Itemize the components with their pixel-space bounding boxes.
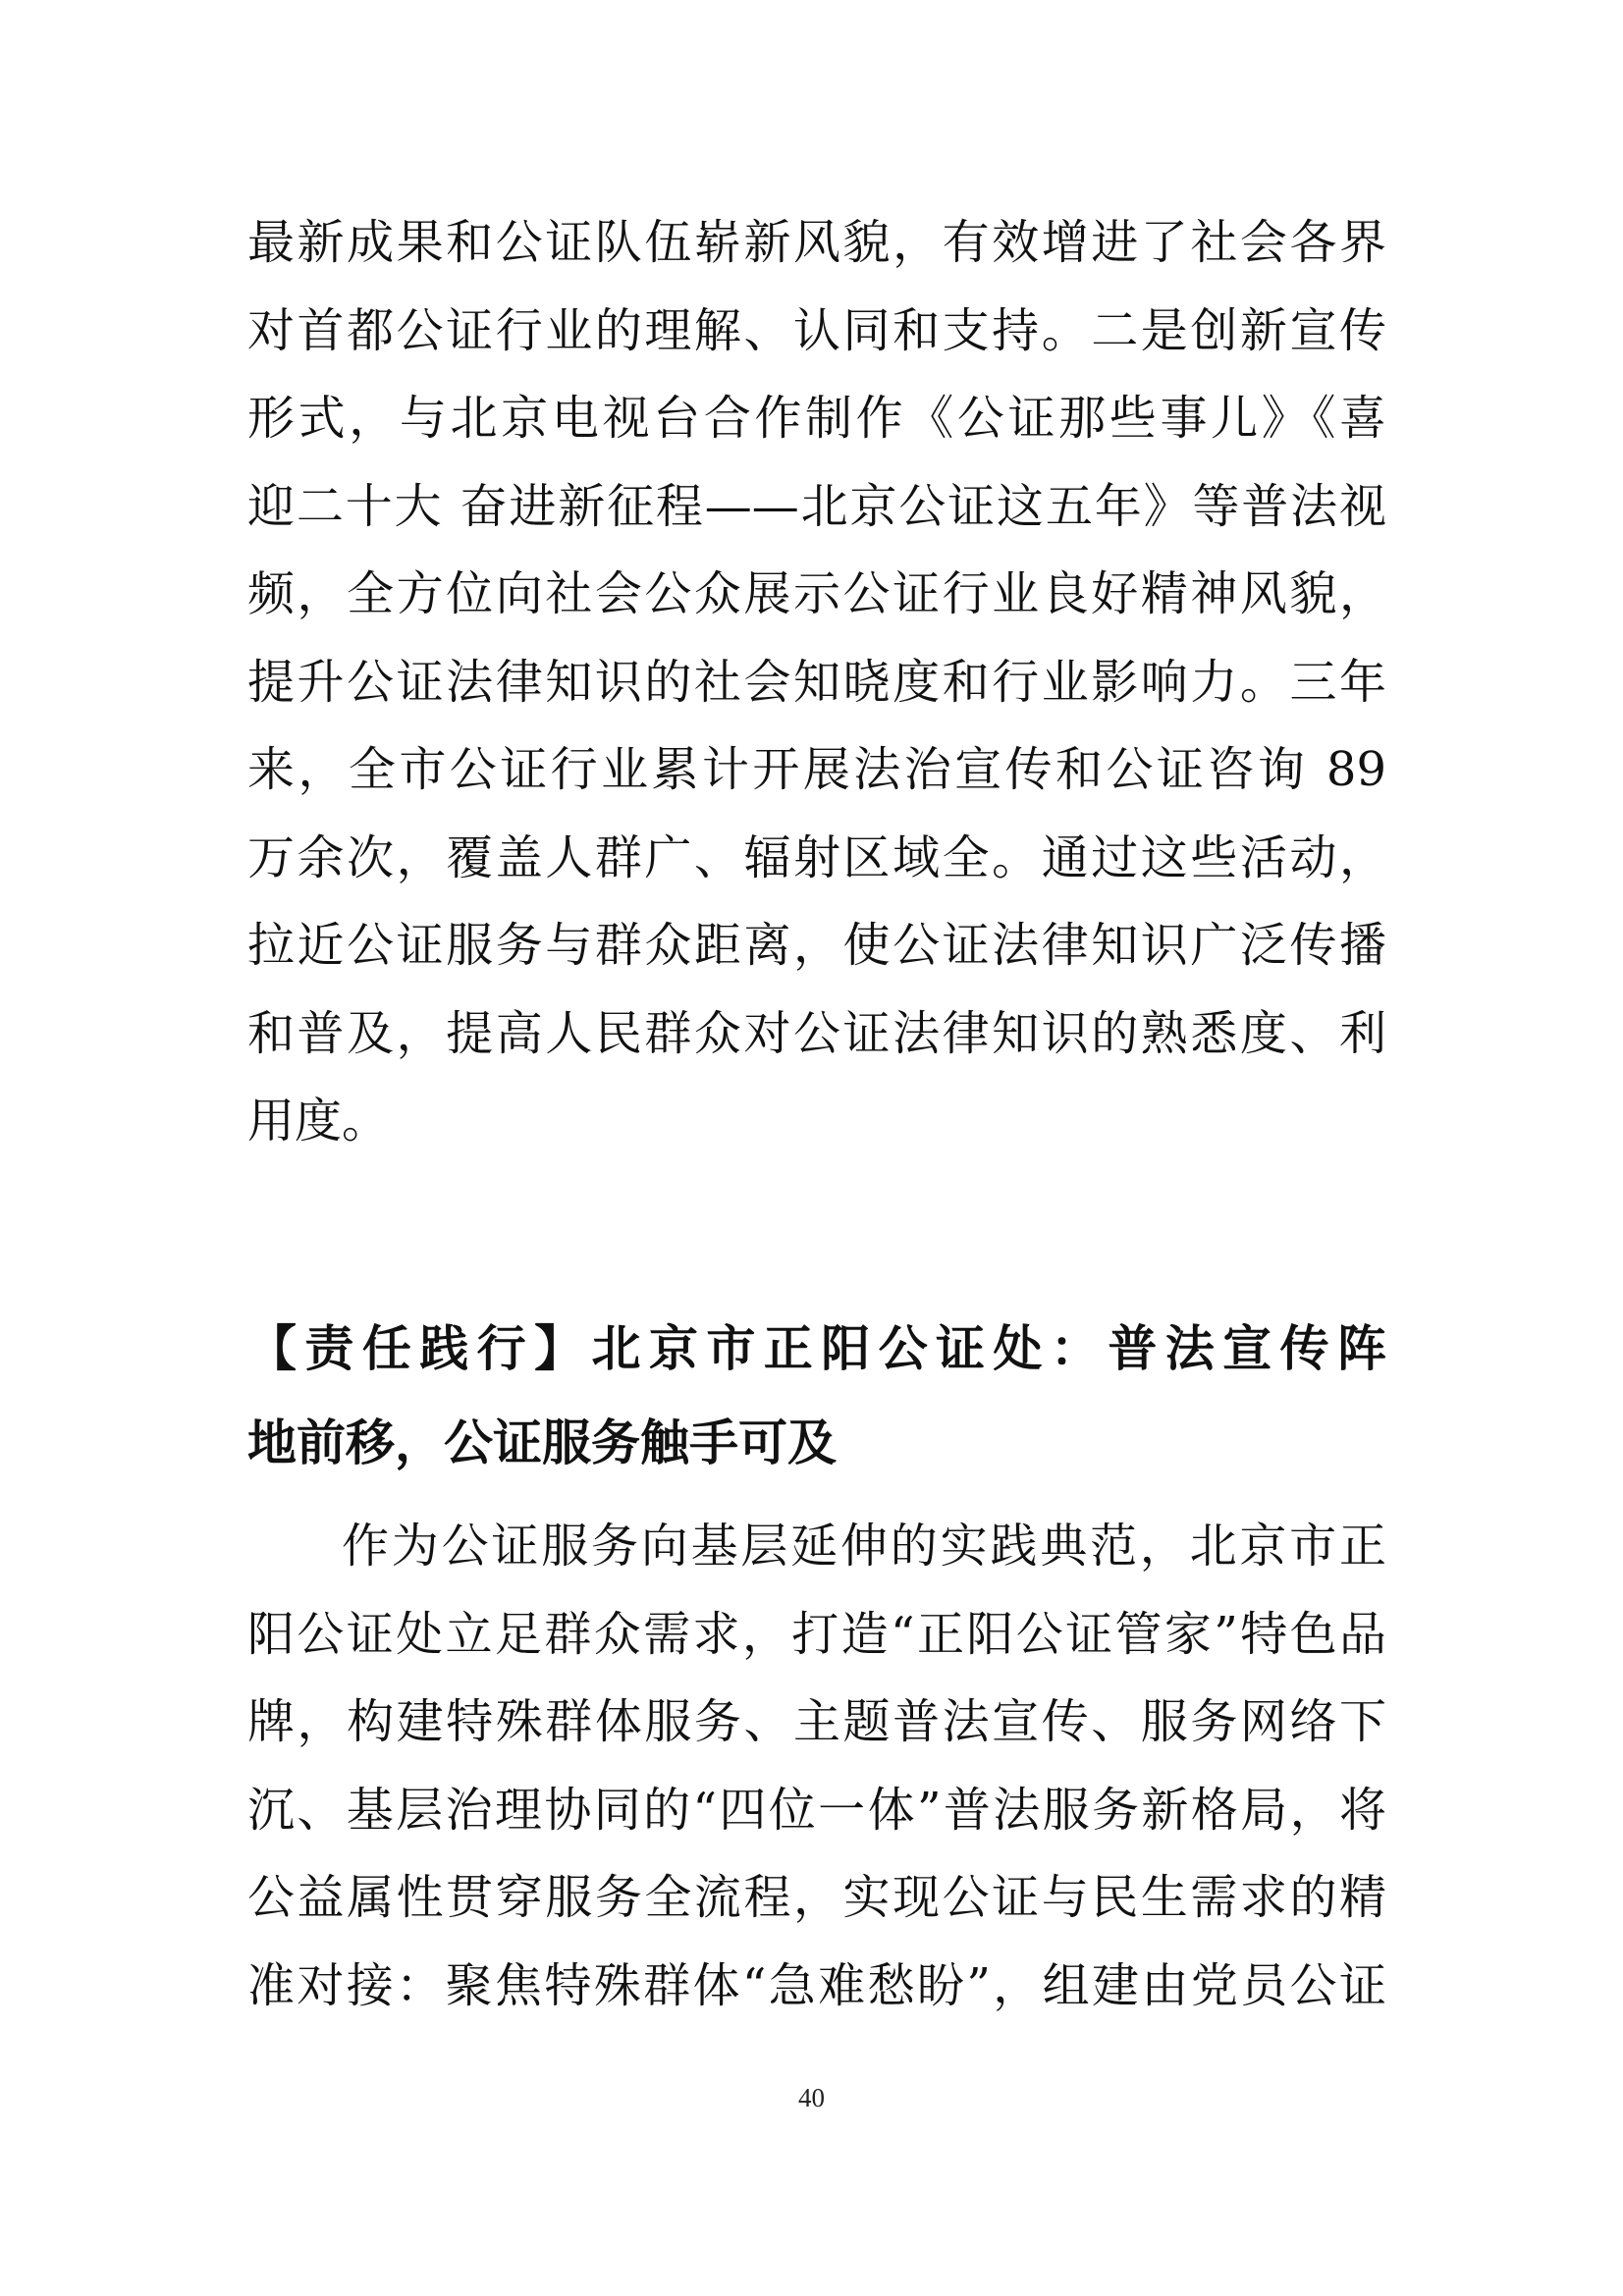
paragraph-line: 公益属性贯穿服务全流程，实现公证与民生需求的精	[247, 1870, 1386, 1925]
paragraph-line: 准对接：聚焦特殊群体“急难愁盼”，组建由党员公证	[247, 1957, 1386, 2013]
paragraph-line: 最新成果和公证队伍崭新风貌，有效增进了社会各界	[247, 215, 1386, 270]
page-number: 40	[798, 2083, 825, 2112]
paragraph-line: 来，全市公证行业累计开展法治宣传和公证咨询 89	[247, 742, 1386, 797]
body-paragraph-1	[247, 199, 1386, 1166]
paragraph-line: 万余次，覆盖人群广、辐射区域全。通过这些活动，	[247, 829, 1386, 885]
paragraph-line: 用度。	[247, 1094, 390, 1148]
paragraph-line: 沉、基层治理协同的“四位一体”普法服务新格局，将	[247, 1782, 1386, 1838]
paragraph-line: 牌，构建特殊群体服务、主题普法宣传、服务网络下	[247, 1694, 1386, 1749]
paragraph-line: 作为公证服务向基层延伸的实践典范，北京市正	[342, 1519, 1386, 1574]
paragraph-line: 和普及，提高人民群众对公证法律知识的熟悉度、利	[247, 1005, 1386, 1061]
heading-line: 地前移，公证服务触手可及	[247, 1415, 837, 1471]
paragraph-line: 形式，与北京电视台合作制作《公证那些事儿》《喜	[247, 391, 1386, 446]
paragraph-line: 阳公证处立足群众需求，打造“正阳公证管家”特色品	[247, 1606, 1386, 1662]
section-heading	[247, 1302, 1386, 1490]
heading-line: 【责任践行】北京市正阳公证处：普法宣传阵	[247, 1320, 1386, 1377]
paragraph-line: 迎二十大 奋进新征程——北京公证这五年》等普法视	[247, 478, 1386, 534]
paragraph-line: 提升公证法律知识的社会知晓度和行业影响力。三年	[247, 654, 1386, 710]
paragraph-line: 频，全方位向社会公众展示公证行业良好精神风貌，	[247, 566, 1386, 621]
paragraph-line: 拉近公证服务与群众距离，使公证法律知识广泛传播	[247, 918, 1386, 973]
paragraph-line: 对首都公证行业的理解、认同和支持。二是创新宣传	[247, 302, 1386, 358]
body-paragraph-2	[247, 1503, 1386, 2030]
